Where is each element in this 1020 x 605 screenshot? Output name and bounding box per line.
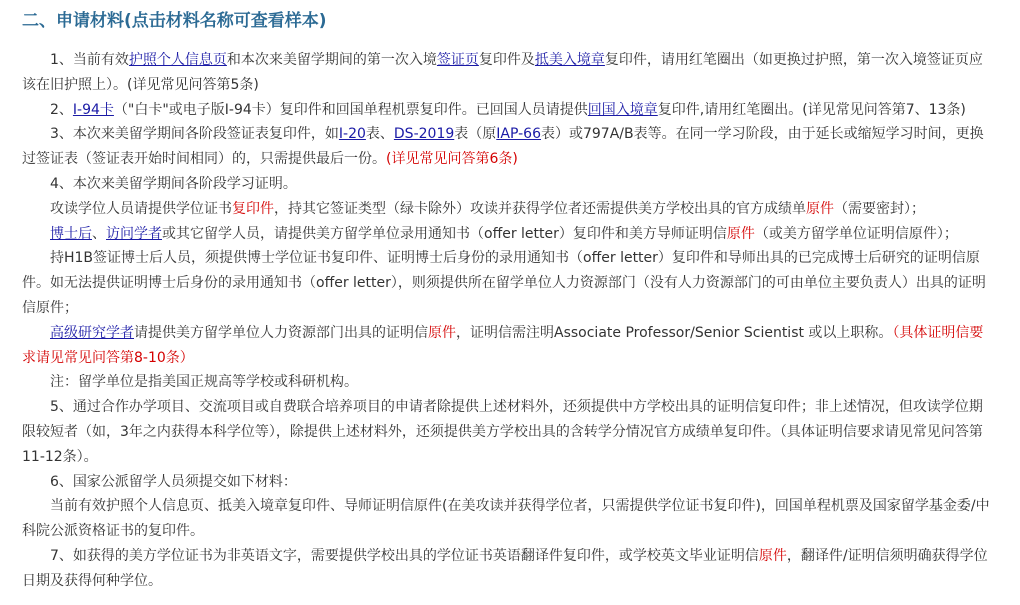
text: 和本次来美留学期间的第一次入境	[226, 52, 437, 68]
text: 复印件及	[478, 52, 535, 68]
paragraph	[22, 122, 990, 172]
paragraph	[22, 246, 990, 320]
paragraph	[22, 395, 990, 469]
text: 3、本次来美留学期间各阶段签证表复印件，如	[50, 126, 339, 143]
section-heading: 二、申请材料(点击材料名称可查看样本)	[22, 11, 327, 31]
text: 表）或797A/B表等。在同一学习阶段，由于延长或缩短学习时间，更换过签证表（签证表开始时间相同）的，只需提供最后一份。	[22, 126, 984, 168]
text: ，翻译件/证明信须明确获得学位日期及获得何种学位。	[22, 547, 988, 589]
paragraph	[22, 494, 990, 544]
paragraph	[22, 470, 990, 495]
text: ，证明信需注明Associate Professor/Senior Scientist 或以上职称。	[456, 324, 893, 341]
text: 或其它留学人员，请提供美方留学单位录用通知书（offer letter）复印件和美方导师证明信	[162, 225, 727, 242]
highlighted-text: (详见常见问答第6条)	[386, 151, 518, 168]
text: 5、通过合作办学项目、交流项目或自费联合培养项目的申请者除提供上述材料外，还须提供中方学校出具的证明信复印件；非上述情况，但攻读学位期限较短者（如，3年之内获得本科学位等），除提供上述材料外，还须提供美方学校出具的含转学分情况官方成绩单复印件。（具体证明信要求请见常见问答第11-12条）。	[22, 399, 983, 465]
text: 2、	[50, 101, 73, 118]
text: （"白卡"或电子版I-94卡）复印件和回国单程机票复印件。已回国人员请提供	[113, 101, 588, 118]
text: 复印件，请用红笔圈出（如更换过护照，第一次入境签证页应该在旧护照上）。(详见常见问答第5条)	[22, 52, 983, 93]
sample-link[interactable]: I-94卡	[72, 101, 114, 118]
text: 、	[92, 225, 106, 242]
text: 复印件,请用红笔圈出。(详见常见问答第7、13条)	[657, 101, 966, 118]
highlighted-text: 原件	[726, 225, 755, 242]
sample-link[interactable]: IAP-66	[496, 126, 541, 143]
sample-link[interactable]: 高级研究学者	[50, 324, 134, 341]
paragraph	[22, 98, 990, 123]
text: 持H1B签证博士后人员，须提供博士学位证书复印件、证明博士后身份的录用通知书（offer letter）复印件和导师出具的已完成博士后研究的证明信原件。如无法提供证明博士后身份的录用通知书（offer letter），则须提供所在留学单位人力资源部门（没有人力资源部门的可由单位主要负责人）出具的证明信原件；	[22, 250, 986, 316]
highlighted-text: 复印件	[232, 200, 274, 217]
sample-link[interactable]: 签证页	[436, 52, 479, 68]
text: 1、当前有效	[50, 52, 129, 68]
sample-link[interactable]: I-20	[338, 126, 366, 143]
text: 请提供美方留学单位人力资源部门出具的证明信	[134, 324, 428, 341]
text: 7、如获得的美方学位证书为非英语文字，需要提供学校出具的学位证书英语翻译件复印件，或学校英文毕业证明信	[50, 547, 759, 564]
sample-link[interactable]: 博士后	[50, 225, 92, 242]
paragraph	[22, 321, 990, 371]
highlighted-text: 原件	[758, 547, 787, 564]
paragraph	[22, 48, 990, 98]
application-materials-section	[22, 8, 990, 594]
sample-link[interactable]: 护照个人信息页	[128, 52, 227, 68]
text: 6、国家公派留学人员须提交如下材料：	[50, 473, 297, 490]
sample-link[interactable]: DS-2019	[393, 126, 455, 143]
paragraph	[22, 370, 990, 395]
text: （或美方留学单位证明信原件）；	[754, 225, 958, 242]
text: 注：留学单位是指美国正规高等学校或科研机构。	[50, 374, 358, 391]
sample-link[interactable]: 抵美入境章	[534, 52, 605, 68]
materials-list	[22, 48, 990, 594]
highlighted-text: 原件	[806, 200, 834, 217]
paragraph	[22, 172, 990, 197]
sample-link[interactable]: 回国入境章	[587, 101, 658, 118]
text: 表（原	[454, 126, 497, 143]
sample-link[interactable]: 访问学者	[106, 225, 162, 242]
text: 当前有效护照个人信息页、抵美入境章复印件、导师证明信原件(在美攻读并获得学位者，只需提供学位证书复印件)，回国单程机票及国家留学基金委/中科院公派资格证书的复印件。	[22, 498, 990, 540]
highlighted-text: 原件	[428, 324, 456, 341]
highlighted-text: （具体证明信要求请见常见问答第8-10条）	[22, 324, 984, 366]
paragraph	[22, 544, 990, 594]
text: 表、	[365, 126, 394, 143]
text: ，持其它签证类型（绿卡除外）攻读并获得学位者还需提供美方学校出具的官方成绩单	[274, 200, 806, 217]
text: 4、本次来美留学期间各阶段学习证明。	[50, 175, 297, 192]
text: （需要密封）；	[834, 200, 925, 217]
paragraph	[22, 222, 990, 247]
text: 攻读学位人员请提供学位证书	[50, 200, 232, 217]
paragraph	[22, 197, 990, 222]
